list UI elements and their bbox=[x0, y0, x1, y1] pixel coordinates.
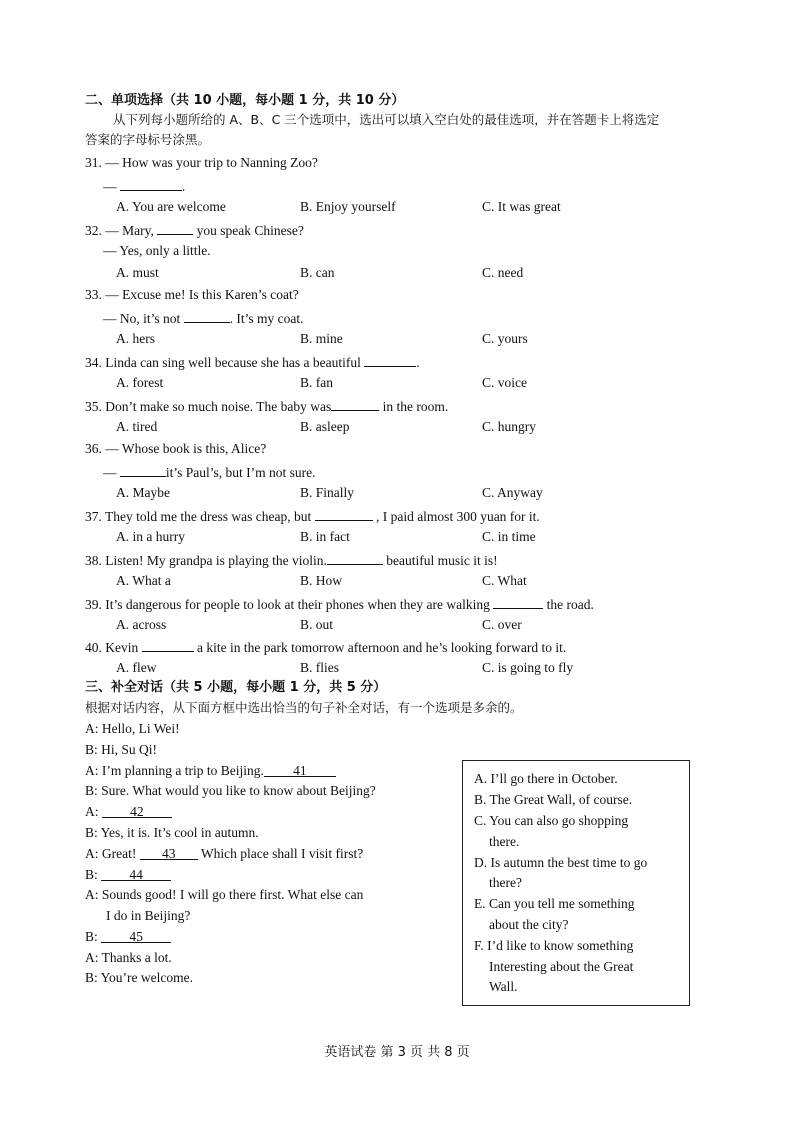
q38-option-c: C. What bbox=[482, 573, 527, 588]
box-option-e-cont: about the city? bbox=[489, 917, 569, 932]
q33-option-b: B. mine bbox=[300, 331, 343, 346]
options-box bbox=[462, 760, 690, 1006]
q38-stem: 38. Listen! My grandpa is playing the violin. beautiful music it is! bbox=[85, 550, 498, 570]
q34-option-a: A. forest bbox=[116, 375, 164, 390]
page-footer: 英语试卷 第 3 页 共 8 页 bbox=[324, 1045, 470, 1060]
q35-option-c: C. hungry bbox=[482, 419, 536, 434]
answer-blank bbox=[142, 637, 194, 652]
q32-option-b: B. can bbox=[300, 265, 335, 280]
q37-option-a: A. in a hurry bbox=[116, 529, 185, 544]
q39-stem: 39. It’s dangerous for people to look at their phones when they are walking the road. bbox=[85, 594, 594, 614]
q31-line2: — . bbox=[103, 176, 185, 196]
q36-option-a: A. Maybe bbox=[116, 485, 170, 500]
box-option-d-cont: there? bbox=[489, 875, 522, 890]
q31-option-b: B. Enjoy yourself bbox=[300, 199, 396, 214]
q37-stem: 37. They told me the dress was cheap, but , I paid almost 300 yuan for it. bbox=[85, 506, 540, 526]
dialogue-line: B: Sure. What would you like to know about Beijing? bbox=[85, 783, 376, 798]
q34-option-b: B. fan bbox=[300, 375, 333, 390]
blank-41: 41 bbox=[264, 762, 336, 777]
q38-option-b: B. How bbox=[300, 573, 343, 588]
q38-option-a: A. What a bbox=[116, 573, 171, 588]
q32-option-a: A. must bbox=[116, 265, 159, 280]
dialogue-line: I do in Beijing? bbox=[106, 908, 191, 923]
dialogue-line: B: Yes, it is. It’s cool in autumn. bbox=[85, 825, 259, 840]
dialogue-line: A: Great! 43 Which place shall I visit first? bbox=[85, 846, 364, 861]
q34-option-c: C. voice bbox=[482, 375, 527, 390]
answer-blank bbox=[184, 308, 230, 323]
dialogue-line: A: Thanks a lot. bbox=[85, 950, 172, 965]
q31-option-a: A. You are welcome bbox=[116, 199, 226, 214]
q31-stem: 31. — How was your trip to Nanning Zoo? bbox=[85, 155, 318, 170]
blank-42: 42 bbox=[102, 803, 172, 818]
box-option-a: A. I’ll go there in October. bbox=[474, 771, 618, 786]
q39-option-a: A. across bbox=[116, 617, 167, 632]
answer-blank bbox=[331, 396, 379, 411]
dialogue-line: A: 42 bbox=[85, 803, 172, 821]
answer-blank bbox=[157, 220, 193, 235]
q40-option-a: A. flew bbox=[116, 660, 157, 675]
q40-stem: 40. Kevin a kite in the park tomorrow afternoon and he’s looking forward to it. bbox=[85, 637, 566, 657]
section-2-heading: 二、单项选择（共 10 小题，每小题 1 分，共 10 分） bbox=[85, 93, 405, 108]
box-option-f-cont1: Interesting about the Great bbox=[489, 959, 634, 974]
blank-44: 44 bbox=[101, 866, 171, 881]
q40-option-b: B. flies bbox=[300, 660, 339, 675]
q33-stem: 33. — Excuse me! Is this Karen’s coat? bbox=[85, 287, 299, 302]
q39-option-c: C. over bbox=[482, 617, 522, 632]
section-2-instructions-line2: 答案的字母标号涂黑。 bbox=[85, 132, 211, 147]
box-option-f: F. I’d like to know something bbox=[474, 938, 634, 953]
blank-45: 45 bbox=[101, 928, 171, 943]
box-option-b: B. The Great Wall, of course. bbox=[474, 792, 633, 807]
q34-stem: 34. Linda can sing well because she has a beautiful . bbox=[85, 352, 420, 372]
answer-blank bbox=[120, 176, 182, 191]
q33-option-a: A. hers bbox=[116, 331, 155, 346]
q35-option-b: B. asleep bbox=[300, 419, 350, 434]
q35-option-a: A. tired bbox=[116, 419, 158, 434]
answer-blank bbox=[315, 506, 373, 521]
q36-line2: — it’s Paul’s, but I’m not sure. bbox=[103, 462, 316, 482]
answer-blank bbox=[327, 550, 383, 565]
dialogue-line: A: Hello, Li Wei! bbox=[85, 721, 180, 736]
answer-blank bbox=[364, 352, 416, 367]
section-3-heading: 三、补全对话（共 5 小题，每小题 1 分，共 5 分） bbox=[85, 680, 387, 695]
q40-option-c: C. is going to fly bbox=[482, 660, 574, 675]
q33-line2: — No, it’s not . It’s my coat. bbox=[103, 308, 304, 328]
answer-blank bbox=[120, 462, 166, 477]
q36-option-b: B. Finally bbox=[300, 485, 355, 500]
answer-blank bbox=[493, 594, 543, 609]
box-option-d: D. Is autumn the best time to go bbox=[474, 855, 648, 870]
dialogue-line: B: 44 bbox=[85, 866, 171, 884]
dialogue-line: B: You’re welcome. bbox=[85, 970, 193, 985]
q36-stem: 36. — Whose book is this, Alice? bbox=[85, 441, 267, 456]
q31-option-c: C. It was great bbox=[482, 199, 561, 214]
box-option-e: E. Can you tell me something bbox=[474, 896, 635, 911]
section-2-instructions-line1: 从下列每小题所给的 A、B、C 三个选项中，选出可以填入空白处的最佳选项，并在答题卡上将选定 bbox=[113, 112, 660, 127]
q32-option-c: C. need bbox=[482, 265, 524, 280]
q33-option-c: C. yours bbox=[482, 331, 528, 346]
q32-stem: 32. — Mary, you speak Chinese? bbox=[85, 220, 304, 240]
box-option-c-cont: there. bbox=[489, 834, 520, 849]
q39-option-b: B. out bbox=[300, 617, 334, 632]
q36-option-c: C. Anyway bbox=[482, 485, 543, 500]
q37-option-c: C. in time bbox=[482, 529, 536, 544]
dialogue-line: A: I’m planning a trip to Beijing. 41 bbox=[85, 762, 336, 780]
dialogue-line: B: 45 bbox=[85, 928, 171, 946]
q35-stem: 35. Don’t make so much noise. The baby was in the room. bbox=[85, 396, 448, 416]
q37-option-b: B. in fact bbox=[300, 529, 350, 544]
q32-line2: — Yes, only a little. bbox=[103, 243, 211, 258]
box-option-f-cont2: Wall. bbox=[489, 979, 518, 994]
blank-43: 43 bbox=[140, 845, 198, 860]
section-3-instructions: 根据对话内容，从下面方框中选出恰当的句子补全对话，有一个选项是多余的。 bbox=[85, 700, 523, 715]
dialogue-line: B: Hi, Su Qi! bbox=[85, 742, 158, 757]
dialogue-line: A: Sounds good! I will go there first. What else can bbox=[85, 887, 364, 902]
box-option-c: C. You can also go shopping bbox=[474, 813, 629, 828]
